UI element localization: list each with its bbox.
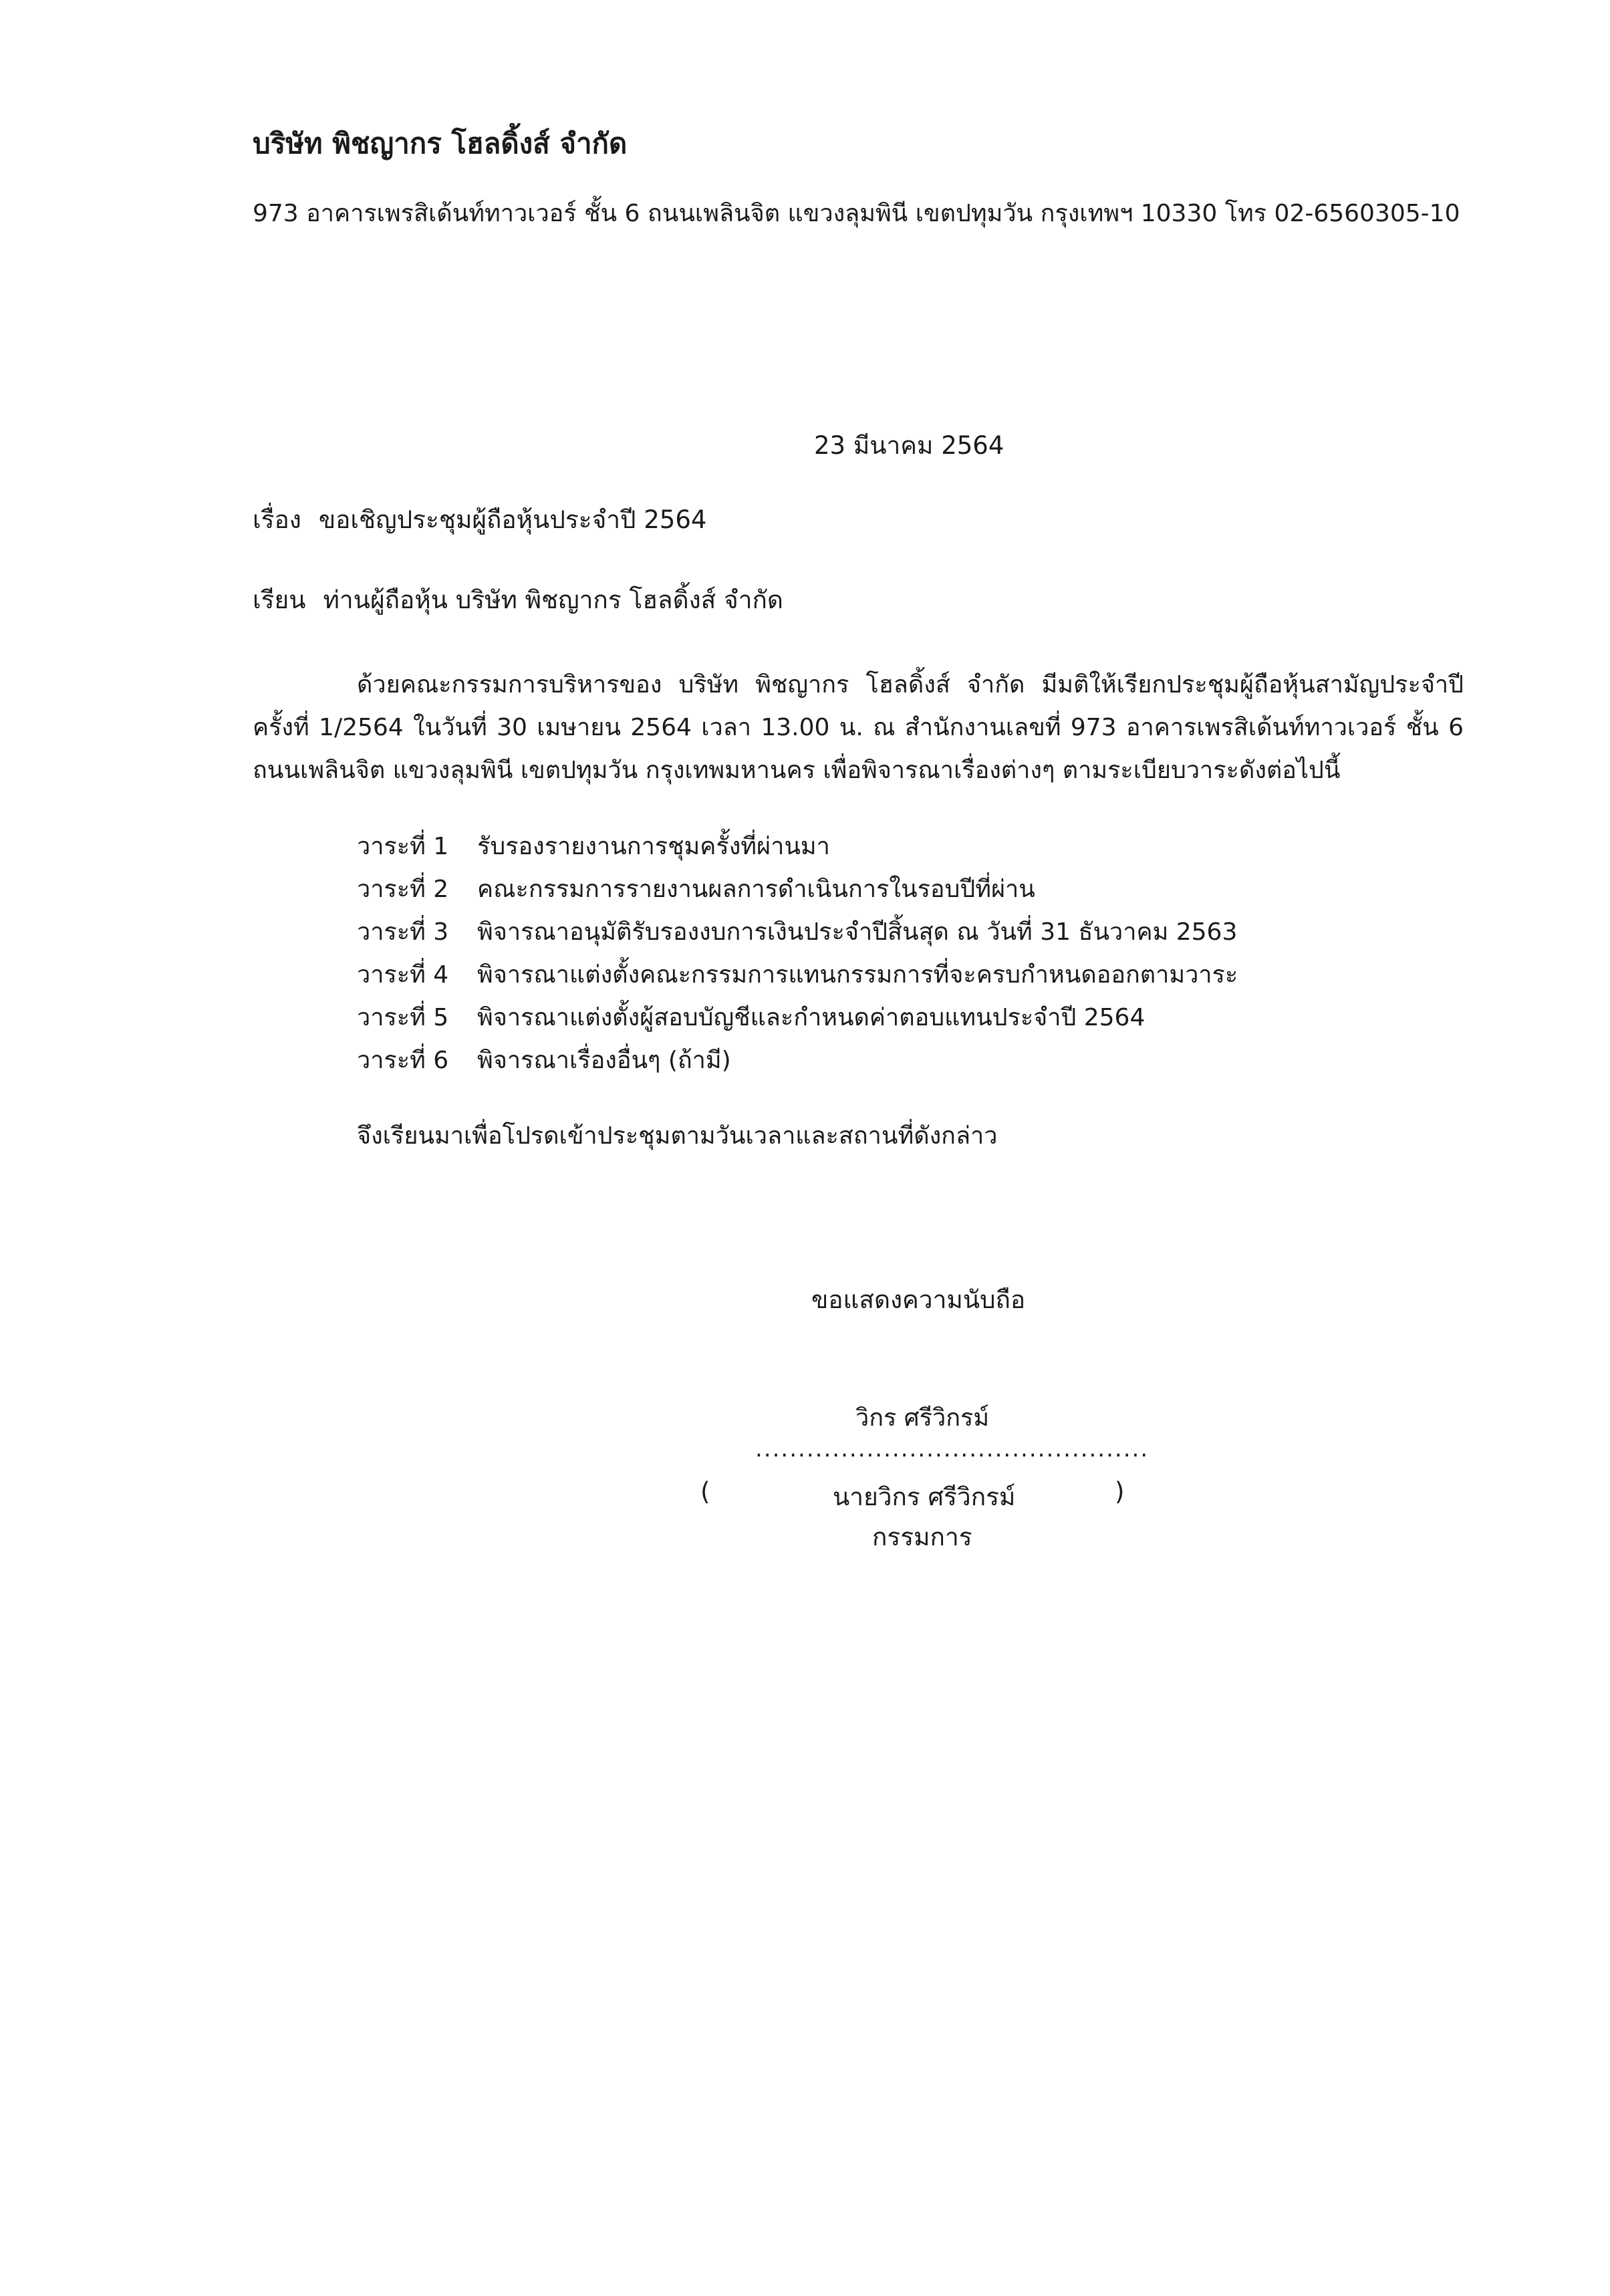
closing-line: จึงเรียนมาเพื่อโปรดเข้าประชุมตามวันเวลาและสถานที่ดังกล่าว: [357, 1122, 998, 1150]
open-parenthesis: (: [700, 1477, 710, 1506]
agenda-item: [357, 954, 1238, 997]
agenda-text: รับรองรายงานการชุมครั้งที่ผ่านมา: [477, 833, 830, 860]
agenda-text: พิจารณาเรื่องอื่นๆ (ถ้ามี): [477, 1047, 731, 1074]
subject-text: ขอเชิญประชุมผู้ถือหุ้นประจำปี 2564: [318, 505, 707, 534]
agenda-number: วาระที่ 3: [357, 918, 449, 946]
agenda-item: [357, 825, 1238, 868]
company-address: 973 อาคารเพรสิเด้นท์ทาวเวอร์ ชั้น 6 ถนนเพลินจิต แขวงลุมพินี เขตปทุมวัน กรุงเทพฯ 10330 โทร 02-6560305-10: [253, 200, 1460, 227]
regards: ขอแสดงความนับถือ: [811, 1285, 1026, 1314]
signer-position: กรรมการ: [872, 1523, 972, 1551]
subject-label: เรื่อง: [253, 505, 301, 534]
agenda-item: [357, 868, 1238, 911]
close-parenthesis: ): [1115, 1477, 1125, 1506]
recipient-label: เรียน: [253, 586, 306, 614]
agenda-text: คณะกรรมการรายงานผลการดำเนินการในรอบปีที่ผ่าน: [477, 876, 1035, 903]
agenda-item: [357, 911, 1238, 954]
agenda-number: วาระที่ 4: [357, 961, 449, 989]
body-paragraph: ด้วยคณะกรรมการบริหารของ บริษัท พิชญากร โฮลดิ้งส์ จำกัด มีมติให้เรียกประชุมผู้ถือหุ้นสามัญประจำปี ครั้งที่ 1/2564 ในวันที่ 30 เมษายน 2564 เวลา 13.00 น. ณ สำนักงานเลขที่ 973 อาคารเพรสิเด้นท์ทาวเวอร์ ชั้น 6 ถนนเพลินจิต แขวงลุมพินี เขตปทุมวัน กรุงเทพมหานคร เพื่อพิจารณาเรื่องต่างๆ ตามระเบียบวาระดังต่อไปนี้: [253, 671, 1464, 784]
agenda-item: [357, 997, 1238, 1039]
agenda-number: วาระที่ 6: [357, 1047, 449, 1074]
agenda-text: พิจารณาอนุมัติรับรองงบการเงินประจำปีสิ้นสุด ณ วันที่ 31 ธันวาคม 2563: [477, 918, 1238, 946]
agenda-list: [357, 825, 1238, 1082]
agenda-text: พิจารณาแต่งตั้งผู้สอบบัญชีและกำหนดค่าตอบแทนประจำปี 2564: [477, 1004, 1146, 1031]
signature-dotted-line: ..............................................: [755, 1436, 1150, 1462]
letter-date: 23 มีนาคม 2564: [814, 431, 1004, 460]
agenda-text: พิจารณาแต่งตั้งคณะกรรมการแทนกรรมการที่จะครบกำหนดออกตามวาระ: [477, 961, 1238, 989]
agenda-number: วาระที่ 2: [357, 876, 449, 903]
signature: วิกร ศรีวิกรม์: [855, 1404, 990, 1432]
recipient-line: [253, 580, 783, 620]
agenda-number: วาระที่ 1: [357, 833, 449, 860]
company-name: บริษัท พิชญากร โฮลดิ้งส์ จำกัด: [253, 127, 628, 160]
recipient-text: ท่านผู้ถือหุ้น บริษัท พิชญากร โฮลดิ้งส์ จำกัด: [323, 586, 783, 614]
subject-line: [253, 500, 706, 539]
agenda-number: วาระที่ 5: [357, 1004, 449, 1031]
signer-name: นายวิกร ศรีวิกรม์: [833, 1483, 1016, 1511]
agenda-item: [357, 1039, 1238, 1082]
